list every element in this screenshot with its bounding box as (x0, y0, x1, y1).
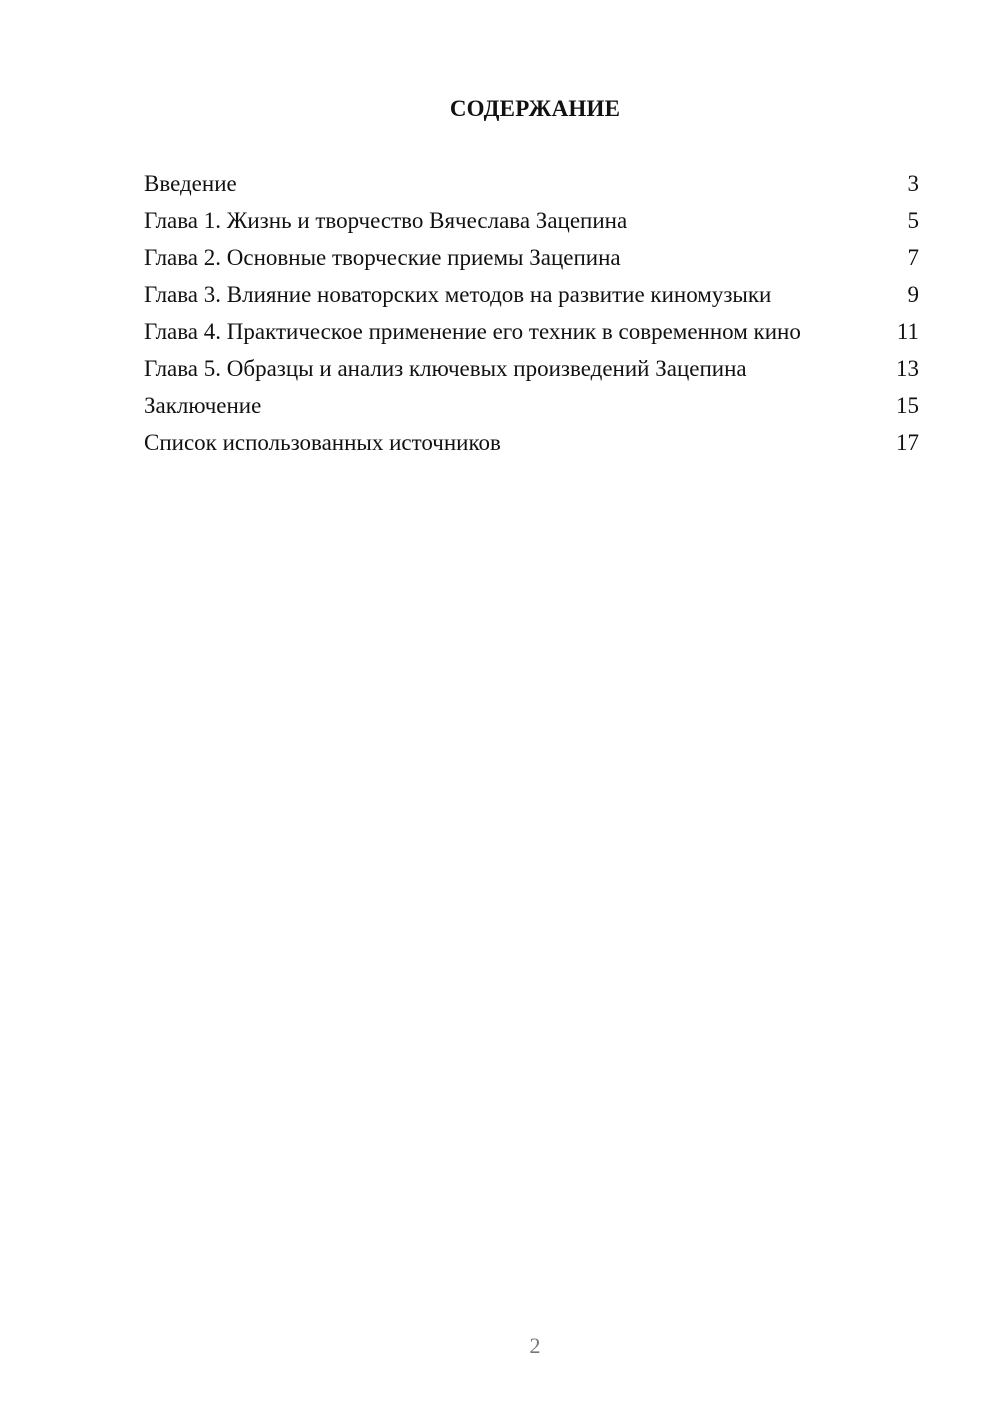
toc-entry-page: 3 (907, 171, 919, 196)
toc-entry-chapter-3 (144, 281, 919, 308)
toc-entry-text: Глава 2. Основные творческие приемы Зацепина (144, 245, 621, 270)
toc-entry-page: 15 (896, 393, 919, 418)
toc-entry-page: 5 (907, 208, 919, 233)
toc-entry-text: Глава 4. Практическое применение его техник в современном кино (144, 319, 801, 344)
table-of-contents (144, 170, 919, 456)
toc-entry-page: 11 (896, 319, 919, 344)
toc-entry-introduction (144, 170, 919, 197)
toc-entry-text: Введение (144, 171, 237, 196)
toc-entry-text: Список использованных источников (144, 430, 501, 455)
page-title: СОДЕРЖАНИЕ (449, 96, 621, 121)
toc-entry-chapter-2 (144, 244, 919, 271)
page-number: 2 (529, 1333, 541, 1358)
toc-entry-text: Глава 3. Влияние новаторских методов на развитие киномузыки (144, 282, 772, 307)
toc-entry-chapter-4 (144, 318, 919, 345)
toc-entry-chapter-5 (144, 355, 919, 382)
toc-entry-page: 17 (896, 430, 919, 455)
toc-entry-text: Заключение (144, 393, 262, 418)
toc-entry-references (144, 429, 919, 456)
toc-entry-page: 13 (896, 356, 919, 381)
toc-entry-conclusion (144, 392, 919, 419)
toc-entry-page: 9 (907, 282, 919, 307)
toc-entry-text: Глава 1. Жизнь и творчество Вячеслава Зацепина (144, 208, 628, 233)
toc-entry-page: 7 (907, 245, 919, 270)
toc-entry-chapter-1 (144, 207, 919, 234)
toc-entry-text: Глава 5. Образцы и анализ ключевых произведений Зацепина (144, 356, 747, 381)
